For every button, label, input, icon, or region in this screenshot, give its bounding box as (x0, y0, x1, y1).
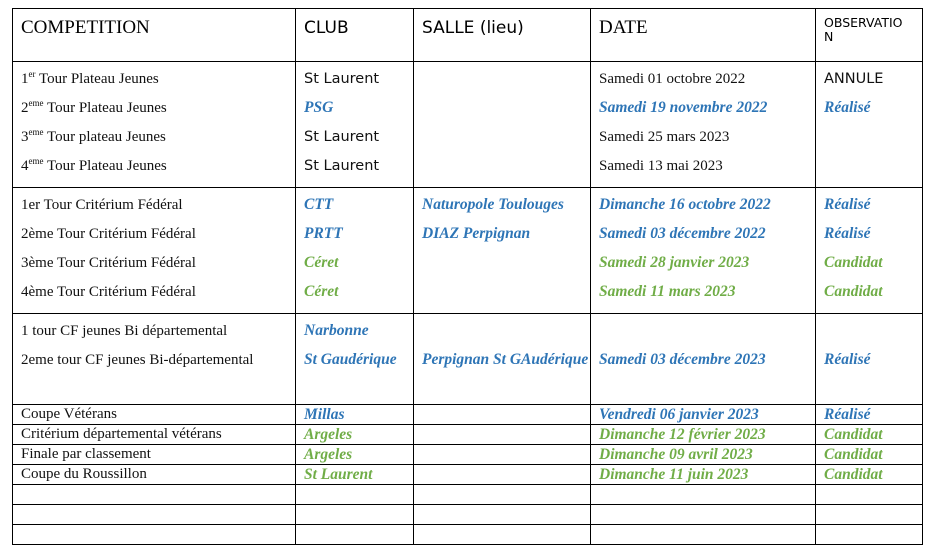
row-1-date: Dimanche 12 février 2023 (599, 426, 766, 443)
row-1-club: Argeles (304, 426, 353, 443)
block1-comp-1: 2eme Tour Plateau Jeunes (21, 98, 167, 116)
block2-clubs (296, 188, 414, 314)
table-row (13, 465, 923, 485)
block3-club-1: St Gaudérique (304, 351, 397, 368)
block1-comp-0: 1er Tour Plateau Jeunes (21, 69, 159, 87)
block3-salle-1: Perpignan St GAudérique (422, 351, 589, 368)
block3-obs-0 (824, 319, 922, 348)
block2-date-3: Samedi 11 mars 2023 (599, 283, 736, 300)
block2-salle-0: Naturopole Toulouges (422, 196, 564, 213)
block1-date-2: Samedi 25 mars 2023 (599, 129, 730, 145)
block1-comp-3: 4eme Tour Plateau Jeunes (21, 156, 167, 174)
block3-salles (414, 314, 591, 405)
block-cf-jeunes (13, 314, 923, 405)
block2-club-3: Céret (304, 283, 339, 300)
row-2-obs: Candidat (824, 446, 883, 463)
block3-date-0 (599, 319, 815, 348)
block1-club-3: St Laurent (304, 158, 380, 174)
block1-dates (591, 62, 816, 188)
table-row (13, 425, 923, 445)
block2-date-1: Samedi 03 décembre 2022 (599, 225, 766, 242)
block2-comp-2: 3ème Tour Critérium Fédéral (21, 255, 196, 271)
block-criterium-federal (13, 188, 923, 314)
block3-salle-0 (422, 319, 590, 348)
block3-comp-1: 2eme tour CF jeunes Bi-départemental (21, 352, 254, 368)
row-1-comp: Critérium départemental vétérans (21, 426, 222, 442)
row-2-comp: Finale par classement (21, 446, 151, 462)
block3-comp-0: 1 tour CF jeunes Bi départemental (21, 323, 228, 339)
row-0-club: Millas (304, 406, 345, 423)
block3-competitions (13, 314, 296, 405)
table-row (13, 445, 923, 465)
block1-obs (816, 62, 923, 188)
block1-date-3: Samedi 13 mai 2023 (599, 158, 723, 174)
block2-salle-1: DIAZ Perpignan (422, 225, 531, 242)
block2-obs-1: Réalisé (824, 225, 871, 242)
block1-competitions (13, 62, 296, 188)
block3-obs-1: Réalisé (824, 351, 871, 368)
header-date: DATE (591, 9, 816, 62)
row-2-date: Dimanche 09 avril 2023 (599, 446, 753, 463)
block2-obs (816, 188, 923, 314)
block2-obs-3: Candidat (824, 283, 883, 300)
block2-comp-1: 2ème Tour Critérium Fédéral (21, 226, 196, 242)
header-salle: SALLE (lieu) (414, 9, 591, 62)
block3-club-0: Narbonne (304, 322, 369, 339)
empty-row (13, 525, 923, 545)
row-3-comp: Coupe du Roussillon (21, 466, 147, 482)
row-3-date: Dimanche 11 juin 2023 (599, 466, 749, 483)
empty-row (13, 505, 923, 525)
block2-salles (414, 188, 591, 314)
table-row (13, 405, 923, 425)
block2-club-1: PRTT (304, 225, 343, 242)
block1-clubs (296, 62, 414, 188)
block2-comp-0: 1er Tour Critérium Fédéral (21, 197, 183, 213)
block2-club-0: CTT (304, 196, 334, 213)
block1-club-0: St Laurent (304, 71, 380, 87)
header-observation-text: OBSERVATION (824, 15, 903, 44)
row-0-date: Vendredi 06 janvier 2023 (599, 406, 759, 423)
block1-date-0: Samedi 01 octobre 2022 (599, 71, 746, 87)
row-3-club: St Laurent (304, 466, 373, 483)
row-2-club: Argeles (304, 446, 353, 463)
block3-date-1: Samedi 03 décembre 2023 (599, 351, 766, 368)
block1-comp-2: 3eme Tour plateau Jeunes (21, 127, 166, 145)
block2-club-2: Céret (304, 254, 339, 271)
block1-club-1: PSG (304, 99, 334, 116)
competition-table (12, 8, 923, 545)
block1-obs-1: Réalisé (824, 99, 871, 116)
row-1-obs: Candidat (824, 426, 883, 443)
row-3-obs: Candidat (824, 466, 883, 483)
block1-date-1: Samedi 19 novembre 2022 (599, 99, 768, 116)
block2-obs-0: Réalisé (824, 196, 871, 213)
empty-row (13, 485, 923, 505)
block2-obs-2: Candidat (824, 254, 883, 271)
row-0-comp: Coupe Vétérans (21, 406, 117, 422)
header-competition: COMPETITION (13, 9, 296, 62)
header-club: CLUB (296, 9, 414, 62)
block1-obs-0: ANNULE (824, 71, 884, 87)
block3-obs (816, 314, 923, 405)
block2-comp-3: 4ème Tour Critérium Fédéral (21, 284, 196, 300)
header-observation (816, 9, 923, 62)
row-0-obs: Réalisé (824, 406, 871, 423)
header-row (13, 9, 923, 62)
block2-date-2: Samedi 28 janvier 2023 (599, 254, 750, 271)
block2-competitions (13, 188, 296, 314)
block2-date-0: Dimanche 16 octobre 2022 (599, 196, 771, 213)
block3-dates (591, 314, 816, 405)
block1-salles (414, 62, 591, 188)
block1-club-2: St Laurent (304, 129, 380, 145)
block3-clubs (296, 314, 414, 405)
block2-dates (591, 188, 816, 314)
block-plateau-jeunes (13, 62, 923, 188)
